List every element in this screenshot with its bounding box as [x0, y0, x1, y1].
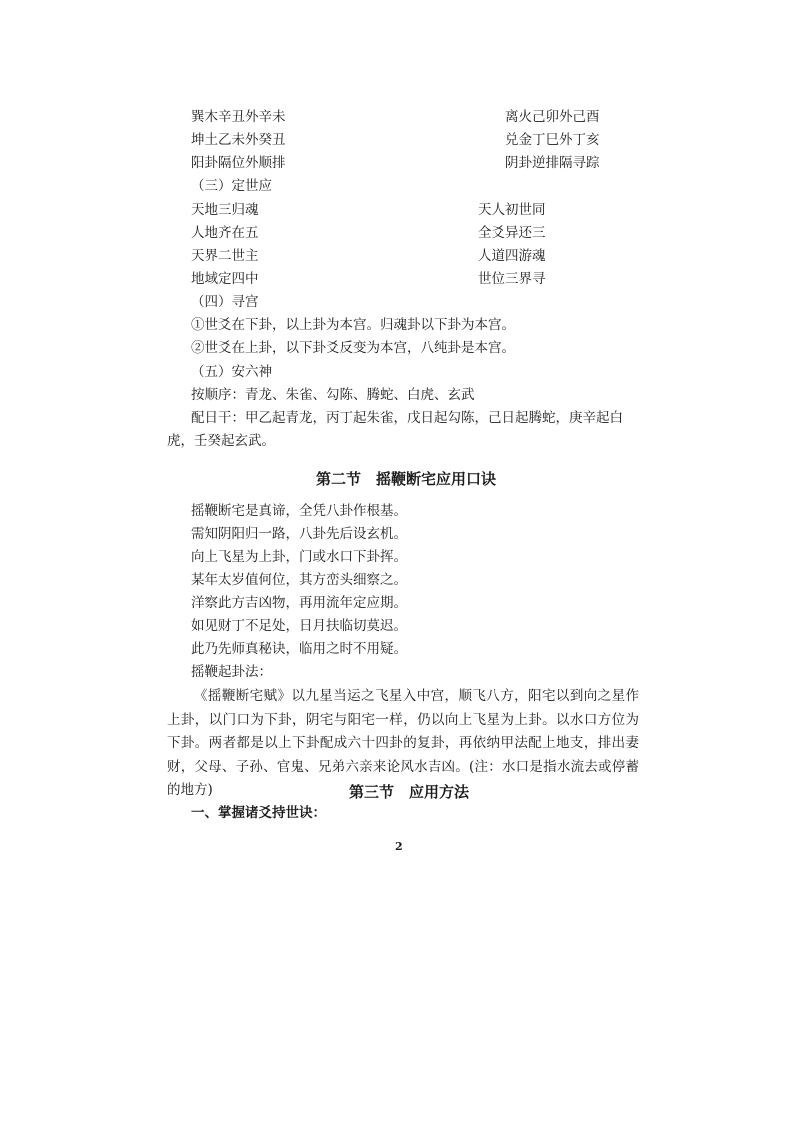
item-1: 一、掌握诸爻持世诀： [191, 805, 326, 821]
verse-right: 全爻异还三 [478, 225, 546, 241]
method-label: 摇鞭起卦法： [191, 664, 272, 680]
verse-right: 人道四游魂 [478, 248, 546, 264]
verse-pair-5 [191, 224, 546, 242]
verse-right: 天人初世同 [478, 202, 546, 218]
verse-left: 人地齐在五 [191, 225, 259, 241]
pei-line-1: 配日干：甲乙起青龙，丙丁起朱雀，戊日起勾陈，己日起腾蛇，庚辛起白 [191, 410, 623, 426]
page-number: 2 [395, 840, 403, 853]
section-3-title: 第三节 应用方法 [349, 783, 470, 801]
verse-left: 阳卦隔位外顺排 [191, 155, 286, 171]
verse-right: 离火己卯外己酉 [505, 109, 600, 125]
verse-pair-6 [191, 247, 546, 265]
verse-right: 兑金丁巳外丁亥 [505, 132, 600, 148]
verse-right: 阴卦逆排隔寻踪 [505, 155, 600, 171]
section-2-title: 第二节 摇鞭断宅应用口诀 [316, 470, 497, 488]
verse-pair-7 [191, 270, 546, 288]
order-line: 按顺序：青龙、朱雀、勾陈、腾蛇、白虎、玄武 [191, 387, 475, 403]
verse-right: 世位三界寻 [478, 271, 546, 287]
method-paragraph: 《摇鞭断宅赋》以九星当运之飞星入中宫，顺飞八方，阳宅以到向之星作上卦，以门口为下卦，阴宅与阳宅一样，仍以向上飞星为上卦。以水口方位为下卦。两者都是以上下卦配成六十四卦的复卦，再依纳甲法配上地支，排出妻财，父母、子孙、官鬼、兄弟六亲来论风水吉凶。(注：水口是指水流去或停蓄的地方) [167, 688, 639, 798]
verse-left: 天界二世主 [191, 248, 259, 264]
verse-pair-3 [191, 154, 600, 172]
verse-line: 摇鞭断宅是真谛，全凭八卦作根基。 [191, 503, 407, 519]
verse-line: 洋察此方吉凶物，再用流年定应期。 [191, 595, 407, 611]
verse-line: 向上飞星为上卦，门或水口下卦挥。 [191, 549, 407, 565]
pei-line-2: 虎，壬癸起玄武。 [167, 433, 275, 449]
verse-pair-4 [191, 201, 546, 219]
subheading-4: （四）寻宫 [191, 294, 259, 310]
verse-left: 地域定四中 [191, 271, 259, 287]
verse-pair-2 [191, 131, 600, 149]
rule-2: ②世爻在上卦，以下卦爻反变为本宫，八纯卦是本宫。 [191, 340, 515, 356]
verse-left: 巽木辛丑外辛未 [191, 109, 286, 125]
subheading-5: （五）安六神 [191, 364, 272, 380]
verse-line: 需知阴阳归一路，八卦先后设玄机。 [191, 526, 407, 542]
verse-line: 如见财丁不足处，日月扶临切莫迟。 [191, 618, 407, 634]
subheading-3: （三）定世应 [191, 178, 272, 194]
verse-line: 某年太岁值何位，其方峦头细察之。 [191, 572, 407, 588]
verse-left: 坤土乙未外癸丑 [191, 132, 286, 148]
rule-1: ①世爻在下卦，以上卦为本宫。归魂卦以下卦为本宫。 [191, 317, 515, 333]
verse-line: 此乃先师真秘诀，临用之时不用疑。 [191, 641, 407, 657]
verse-pair-1 [191, 108, 600, 126]
verse-left: 天地三归魂 [191, 202, 259, 218]
